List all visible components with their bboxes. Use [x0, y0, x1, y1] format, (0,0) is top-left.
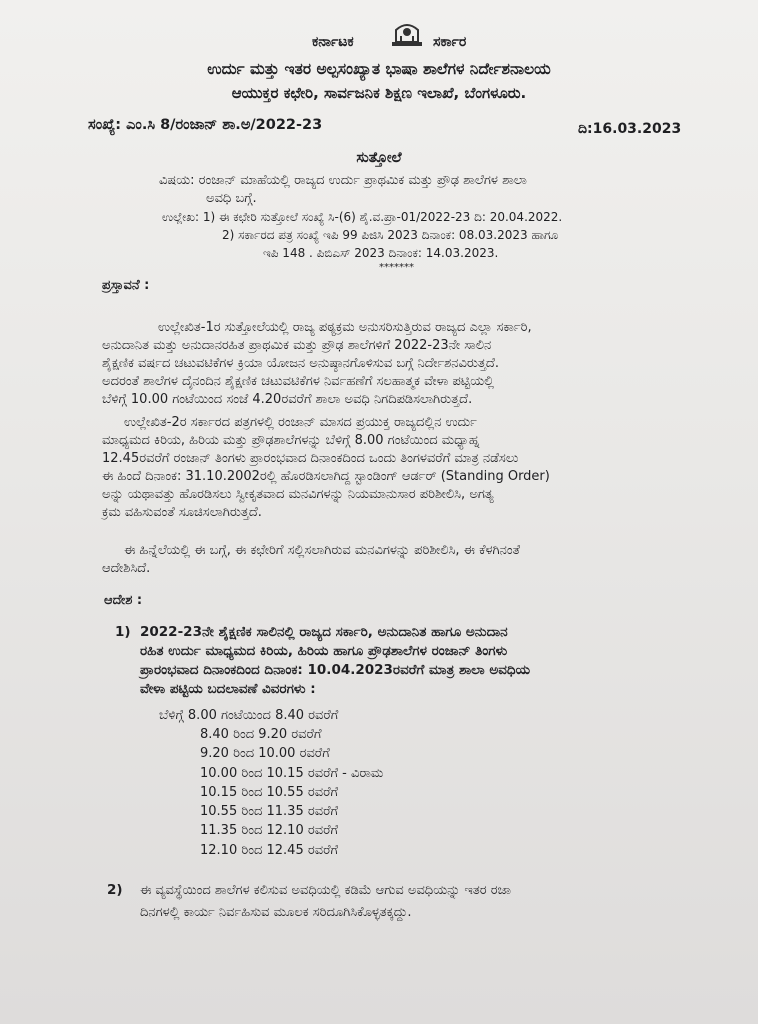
paragraph-line: ಬೆಳಿಗ್ಗೆ 10.00 ಗಂಟೆಯಿಂದ ಸಂಜೆ 4.20ರವರೆಗೆ ಶಾಲಾ ಅವಧಿ ನಿಗದಿಪಡಿಸಲಾಗಿರುತ್ತದೆ.: [102, 392, 473, 407]
timetable-row: 10.55 ರಿಂದ 11.35 ರವರೆಗೆ: [200, 804, 339, 819]
paragraph-line: ಅದರಂತೆ ಶಾಲೆಗಳ ದೈನಂದಿನ ಶೈಕ್ಷಣಿಕ ಚಟುವಟಿಕೆಗಳ ನಿರ್ವಹಣೆಗೆ ಸಲಹಾತ್ಮಕ ವೇಳಾ ಪಟ್ಟಿಯಲ್ಲಿ: [102, 374, 494, 389]
timetable-row: 12.10 ರಿಂದ 12.45 ರವರೆಗೆ: [200, 843, 339, 858]
timetable-row: ಬೆಳಿಗ್ಗೆ 8.00 ಗಂಟೆಯಿಂದ 8.40 ರವರೆಗೆ: [159, 708, 339, 723]
reference-line-2: 2) ಸರ್ಕಾರದ ಪತ್ರ ಸಂಖ್ಯೆ ಇಪಿ 99 ಪಿಜಿಸಿ 2023 ದಿನಾಂಕ: 08.03.2023 ಹಾಗೂ: [222, 228, 559, 242]
subject-line-1: ವಿಷಯ: ರಂಜಾನ್ ಮಾಹೆಯಲ್ಲಿ ರಾಜ್ಯದ ಉರ್ದು ಪ್ರಾಥಮಿಕ ಮತ್ತು ಪ್ರೌಢ ಶಾಲೆಗಳ ಶಾಲಾ: [159, 173, 527, 188]
order-line: 2022-23ನೇ ಶೈಕ್ಷಣಿಕ ಸಾಲಿನಲ್ಲಿ ರಾಜ್ಯದ ಸರ್ಕಾರಿ, ಅನುದಾನಿತ ಹಾಗೂ ಅನುದಾನ: [140, 624, 508, 640]
subject-line-2: ಅವಧಿ ಬಗ್ಗೆ.: [206, 191, 257, 206]
reference-line-1: ಉಲ್ಲೇಖ: 1) ಈ ಕಛೇರಿ ಸುತ್ತೋಲೆ ಸಂಖ್ಯೆ ಸಿ-(6) ಶೈ.ವ.ಪ್ರಾ-01/2022-23 ದಿ: 20.04.2022.: [162, 210, 563, 224]
circular-title: ಸುತ್ತೋಲೆ: [356, 150, 402, 166]
separator-stars: *******: [379, 262, 414, 273]
timetable-row: 10.15 ರಿಂದ 10.55 ರವರೆಗೆ: [200, 785, 339, 800]
order-item-1: [140, 623, 530, 699]
order-heading: ಆದೇಶ :: [104, 593, 143, 608]
reference-number: ಸಂಖ್ಯೆ: ಎಂ.ಸಿ 8/ರಂಜಾನ್ ಶಾ.ಅ/2022-23: [88, 117, 323, 133]
paragraph-line: ಈ ಹಿನ್ನೆಲೆಯಲ್ಲಿ ಈ ಬಗ್ಗೆ, ಈ ಕಛೇರಿಗೆ ಸಲ್ಲಿಸಲಾಗಿರುವ ಮನವಿಗಳನ್ನು ಪರಿಶೀಲಿಸಿ, ಈ ಕೆಳಗಿನಂತೆ: [124, 543, 521, 558]
paragraph-line: ಈ ಹಿಂದೆ ದಿನಾಂಕ: 31.10.2002ರಲ್ಲಿ ಹೊರಡಿಸಲಾಗಿದ್ದ ಸ್ಟಾಂಡಿಂಗ್ ಆರ್ಡರ್ (Standing Order): [102, 469, 550, 484]
timetable-row: 11.35 ರಿಂದ 12.10 ರವರೆಗೆ: [200, 823, 339, 838]
paragraph-line: 12.45ರವರೆಗೆ ರಂಜಾನ್ ತಿಂಗಳು ಪ್ರಾರಂಭವಾದ ದಿನಾಂಕದಿಂದ ಒಂದು ತಿಂಗಳವರೆಗೆ ಮಾತ್ರ ನಡೆಸಲು: [102, 451, 519, 466]
order-line: ರಹಿತ ಉರ್ದು ಮಾಧ್ಯಮದ ಕಿರಿಯ, ಹಿರಿಯ ಹಾಗೂ ಪ್ರೌಢಶಾಲೆಗಳ ರಂಜಾನ್ ತಿಂಗಳು: [140, 643, 508, 659]
timetable-row: 8.40 ರಿಂದ 9.20 ರವರೆಗೆ: [200, 727, 322, 742]
order-number-2: 2): [107, 882, 123, 898]
timetable-row: 10.00 ರಿಂದ 10.15 ರವರೆಗೆ - ವಿರಾಮ: [200, 766, 384, 781]
gov-label-left: ಕರ್ನಾಟಕ: [312, 34, 354, 50]
preamble-paragraph-1: [102, 319, 532, 409]
paragraph-line: ಅನ್ನು ಯಥಾವತ್ತು ಹೊರಡಿಸಲು ಸ್ವೀಕೃತವಾದ ಮನವಿಗಳನ್ನು ನಿಯಮಾನುಸಾರ ಪರಿಶೀಲಿಸಿ, ಅಗತ್ಯ: [102, 487, 494, 502]
state-emblem-icon: [388, 20, 426, 48]
paragraph-line: ಆದೇಶಿಸಿದೆ.: [102, 561, 151, 576]
order-item-2: [140, 880, 511, 924]
order-number-1: 1): [115, 624, 131, 640]
paragraph-line: ಉಲ್ಲೇಖಿತ-2ರ ಸರ್ಕಾರದ ಪತ್ರಗಳಲ್ಲಿ ರಂಜಾನ್ ಮಾಸದ ಪ್ರಯುಕ್ತ ರಾಜ್ಯದಲ್ಲಿನ ಉರ್ದು: [124, 415, 477, 430]
preamble-paragraph-2: [102, 414, 550, 522]
department-name: ಉರ್ದು ಮತ್ತು ಇತರ ಅಲ್ಪಸಂಖ್ಯಾತ ಭಾಷಾ ಶಾಲೆಗಳ ನಿರ್ದೇಶನಾಲಯ: [207, 60, 551, 78]
document-date: ದಿ:16.03.2023: [578, 121, 682, 137]
gov-label-right: ಸರ್ಕಾರ: [433, 34, 467, 50]
order-line: ಈ ವ್ಯವಸ್ಥೆಯಿಂದ ಶಾಲೆಗಳ ಕಲಿಸುವ ಅವಧಿಯಲ್ಲಿ ಕಡಿಮೆ ಆಗುವ ಅವಧಿಯನ್ನು ಇತರ ರಜಾ: [140, 883, 511, 898]
paragraph-line: ಕ್ರಮ ವಹಿಸುವಂತೆ ಸೂಚಿಸಲಾಗಿರುತ್ತದೆ.: [102, 505, 262, 520]
paragraph-line: ಅನುದಾನಿತ ಮತ್ತು ಅನುದಾನರಹಿತ ಪ್ರಾಥಮಿಕ ಮತ್ತು ಪ್ರೌಢ ಶಾಲೆಗಳಿಗೆ 2022-23ನೇ ಸಾಲಿನ: [102, 338, 492, 353]
office-address: ಆಯುಕ್ತರ ಕಛೇರಿ, ಸಾರ್ವಜನಿಕ ಶಿಕ್ಷಣ ಇಲಾಖೆ, ಬೆಂಗಳೂರು.: [231, 84, 527, 102]
paragraph-line: ಉಲ್ಲೇಖಿತ-1ರ ಸುತ್ತೋಲೆಯಲ್ಲಿ ರಾಜ್ಯ ಪಠ್ಯಕ್ರಮ ಅನುಸರಿಸುತ್ತಿರುವ ರಾಜ್ಯದ ಎಲ್ಲಾ ಸರ್ಕಾರಿ,: [158, 320, 532, 335]
order-line: ವೇಳಾ ಪಟ್ಟಿಯ ಬದಲಾವಣೆ ವಿವರಗಳು :: [140, 681, 316, 697]
paragraph-line: ಶೈಕ್ಷಣಿಕ ವರ್ಷದ ಚಟುವಟಿಕೆಗಳ ಕ್ರಿಯಾ ಯೋಜನ ಅನುಷ್ಠಾನಗೊಳಿಸುವ ಬಗ್ಗೆ ನಿರ್ದೇಶನವಿರುತ್ತದೆ.: [102, 356, 499, 371]
paragraph-line: ಮಾಧ್ಯಮದ ಕಿರಿಯ, ಹಿರಿಯ ಮತ್ತು ಪ್ರೌಢಶಾಲೆಗಳನ್ನು ಬೆಳಿಗ್ಗೆ 8.00 ಗಂಟೆಯಿಂದ ಮಧ್ಯಾಹ್ನ: [102, 433, 480, 448]
order-line: ದಿನಗಳಲ್ಲಿ ಕಾರ್ಯ ನಿರ್ವಹಿಸುವ ಮೂಲಕ ಸರಿದೂಗಿಸಿಕೊಳ್ಳತಕ್ಕದ್ದು.: [140, 905, 412, 920]
preamble-heading: ಪ್ರಸ್ತಾವನೆ :: [102, 278, 150, 293]
timetable-row: 9.20 ರಿಂದ 10.00 ರವರೆಗೆ: [200, 746, 330, 761]
order-line: ಪ್ರಾರಂಭವಾದ ದಿನಾಂಕದಿಂದ ದಿನಾಂಕ: 10.04.2023ರವರೆಗೆ ಮಾತ್ರ ಶಾಲಾ ಅವಧಿಯ: [140, 662, 531, 678]
preamble-paragraph-3: [102, 542, 520, 578]
reference-line-3: ಇಪಿ 148 . ಪಿಬಿಎಸ್ 2023 ದಿನಾಂಕ: 14.03.2023.: [263, 246, 499, 260]
